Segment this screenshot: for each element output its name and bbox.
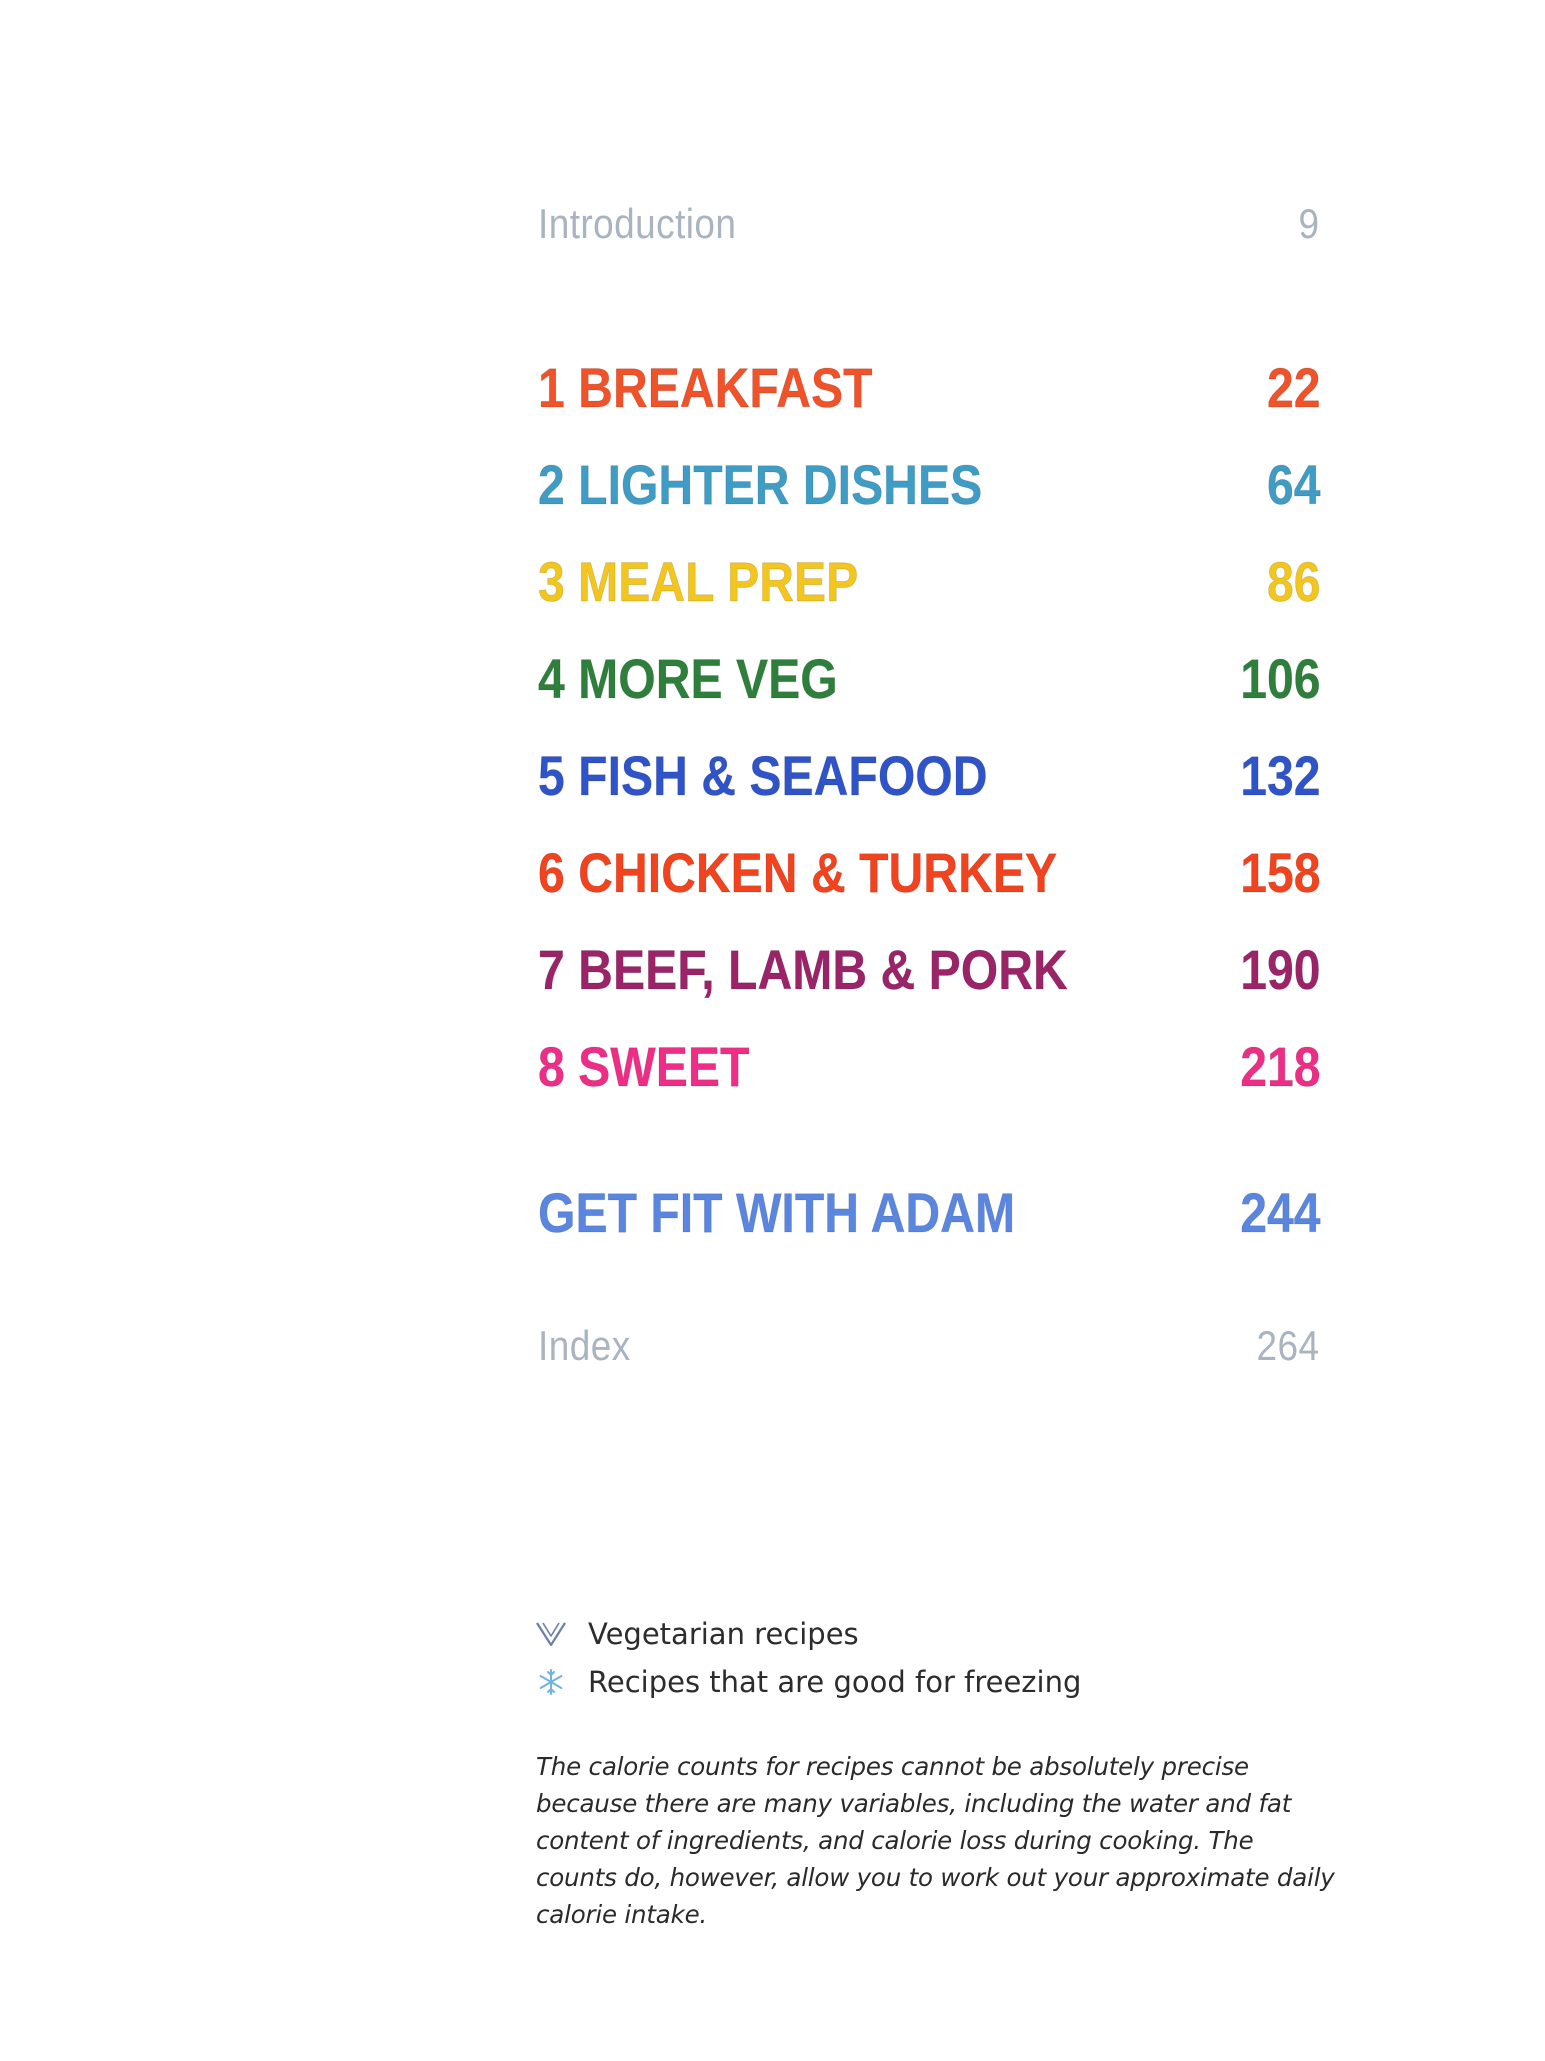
recipe-symbol-legend — [532, 1610, 1081, 1706]
toc-row-chapter-3[interactable] — [538, 549, 1321, 614]
toc-row-introduction[interactable] — [538, 200, 1319, 248]
toc-page-number: 218 — [1240, 1035, 1321, 1098]
legend-item-freezing — [532, 1658, 1081, 1706]
toc-row-chapter-8[interactable] — [538, 1034, 1321, 1099]
vegetarian-v-icon — [532, 1615, 570, 1653]
toc-page-number: 64 — [1267, 453, 1321, 516]
toc-title: 5 FISH & SEAFOOD — [538, 744, 988, 807]
toc-title: 6 CHICKEN & TURKEY — [538, 841, 1058, 904]
toc-title: 4 MORE VEG — [538, 647, 838, 710]
toc-page-number: 264 — [1256, 1322, 1320, 1369]
toc-row-get-fit[interactable] — [538, 1180, 1321, 1245]
toc-title: 2 LIGHTER DISHES — [538, 453, 983, 516]
toc-row-chapter-7[interactable] — [538, 937, 1321, 1002]
legend-label: Vegetarian recipes — [588, 1617, 859, 1651]
toc-title: 7 BEEF, LAMB & PORK — [538, 938, 1068, 1001]
toc-row-chapter-2[interactable] — [538, 452, 1321, 517]
toc-page-number: 106 — [1240, 647, 1321, 710]
toc-title: Index — [538, 1322, 631, 1369]
toc-row-chapter-5[interactable] — [538, 743, 1321, 808]
toc-page-number: 86 — [1267, 550, 1321, 613]
toc-row-chapter-4[interactable] — [538, 646, 1321, 711]
toc-page-number: 9 — [1298, 200, 1320, 247]
legend-label: Recipes that are good for freezing — [588, 1665, 1082, 1699]
toc-page-number: 190 — [1240, 938, 1321, 1001]
toc-page-number: 22 — [1267, 356, 1321, 419]
legend-item-vegetarian — [532, 1610, 1081, 1658]
toc-page-number: 244 — [1240, 1181, 1321, 1244]
snowflake-icon — [532, 1663, 570, 1701]
toc-page-number: 132 — [1240, 744, 1321, 807]
toc-page-number: 158 — [1240, 841, 1321, 904]
toc-row-index[interactable] — [538, 1322, 1319, 1370]
toc-title: 3 MEAL PREP — [538, 550, 859, 613]
toc-title: 1 BREAKFAST — [538, 356, 873, 419]
calorie-disclaimer-note: The calorie counts for recipes cannot be absolutely precise because there are many variables, including the water and fat content of ingredients, and calorie loss during cooking. The counts do, however, allow you to work out your approximate daily calorie intake. — [536, 1752, 1335, 1929]
toc-title: Introduction — [538, 200, 737, 247]
toc-row-chapter-6[interactable] — [538, 840, 1321, 905]
toc-title: GET FIT WITH ADAM — [538, 1181, 1016, 1244]
toc-row-chapter-1[interactable] — [538, 355, 1321, 420]
toc-title: 8 SWEET — [538, 1035, 750, 1098]
